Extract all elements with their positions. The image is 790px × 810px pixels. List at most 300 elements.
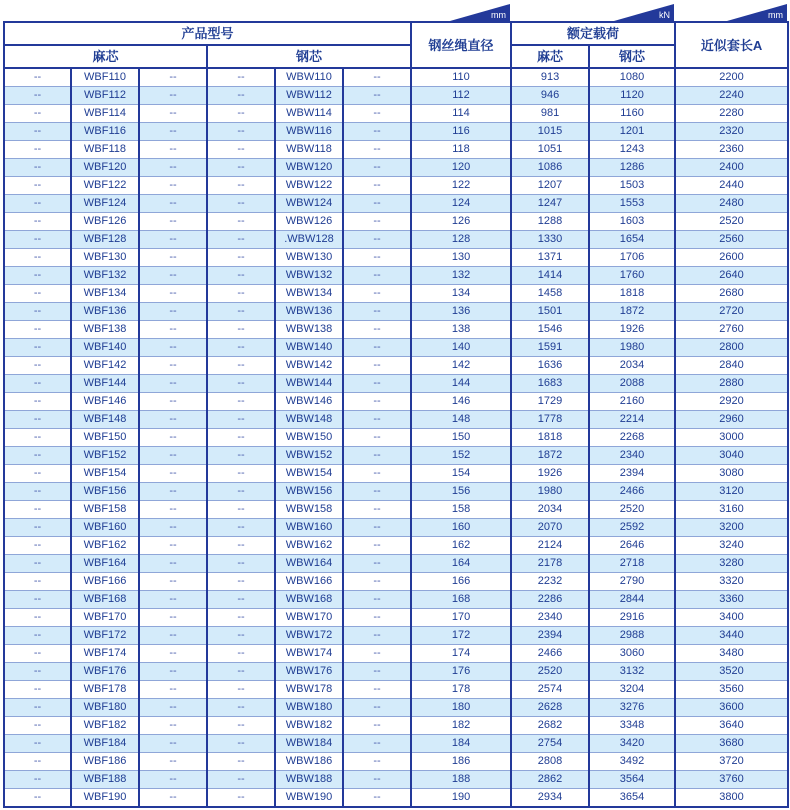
table-row: [4, 735, 788, 753]
rated-load-fiber-cell: 1288: [511, 213, 589, 231]
rope-diameter-cell: 188: [411, 771, 511, 789]
fiber-core-model-cell: WBF162: [71, 537, 139, 555]
fiber-core-col3-cell: --: [139, 231, 207, 249]
rated-load-fiber-cell: 2178: [511, 555, 589, 573]
rope-diameter-cell: 180: [411, 699, 511, 717]
rope-diameter-cell: 158: [411, 501, 511, 519]
steel-core-model-cell: WBW152: [275, 447, 343, 465]
table-row: [4, 501, 788, 519]
steel-core-model-cell: WBW174: [275, 645, 343, 663]
steel-core-col3-cell: --: [343, 753, 411, 771]
approx-length-cell: 3080: [675, 465, 788, 483]
steel-core-model-cell: WBW144: [275, 375, 343, 393]
steel-core-model-cell: WBW190: [275, 789, 343, 808]
rated-load-steel-cell: 1872: [589, 303, 675, 321]
rope-diameter-cell: 144: [411, 375, 511, 393]
table-row: [4, 393, 788, 411]
approx-length-cell: 3320: [675, 573, 788, 591]
steel-core-model-cell: WBW166: [275, 573, 343, 591]
steel-core-col3-cell: --: [343, 555, 411, 573]
steel-core-model-cell: WBW154: [275, 465, 343, 483]
fiber-core-col3-cell: --: [139, 753, 207, 771]
fiber-core-col3-cell: --: [139, 609, 207, 627]
fiber-core-col1-cell: --: [4, 393, 71, 411]
steel-core-col1-cell: --: [207, 717, 275, 735]
fiber-core-model-cell: WBF170: [71, 609, 139, 627]
rated-load-steel-cell: 2844: [589, 591, 675, 609]
steel-core-col3-cell: --: [343, 771, 411, 789]
fiber-core-model-cell: WBF184: [71, 735, 139, 753]
rated-load-fiber-cell: 1501: [511, 303, 589, 321]
steel-core-col1-cell: --: [207, 177, 275, 195]
header-approx-length: 近似套长A: [675, 22, 788, 68]
steel-core-col3-cell: --: [343, 303, 411, 321]
rope-diameter-cell: 166: [411, 573, 511, 591]
rated-load-steel-cell: 1654: [589, 231, 675, 249]
rated-load-steel-cell: 2790: [589, 573, 675, 591]
fiber-core-col3-cell: --: [139, 195, 207, 213]
steel-core-col3-cell: --: [343, 213, 411, 231]
steel-core-model-cell: WBW164: [275, 555, 343, 573]
table-row: [4, 303, 788, 321]
steel-core-model-cell: WBW162: [275, 537, 343, 555]
fiber-core-col3-cell: --: [139, 213, 207, 231]
fiber-core-col3-cell: --: [139, 681, 207, 699]
table-row: [4, 519, 788, 537]
fiber-core-col1-cell: --: [4, 321, 71, 339]
table-row: [4, 483, 788, 501]
approx-length-cell: 2960: [675, 411, 788, 429]
fiber-core-model-cell: WBF124: [71, 195, 139, 213]
approx-length-cell: 2880: [675, 375, 788, 393]
steel-core-model-cell: WBW120: [275, 159, 343, 177]
fiber-core-col1-cell: --: [4, 177, 71, 195]
fiber-core-model-cell: WBF120: [71, 159, 139, 177]
table-row: [4, 231, 788, 249]
fiber-core-col1-cell: --: [4, 285, 71, 303]
fiber-core-model-cell: WBF182: [71, 717, 139, 735]
steel-core-col1-cell: --: [207, 123, 275, 141]
rated-load-steel-cell: 3654: [589, 789, 675, 808]
fiber-core-col1-cell: --: [4, 771, 71, 789]
rated-load-fiber-cell: 2394: [511, 627, 589, 645]
approx-length-cell: 3640: [675, 717, 788, 735]
approx-length-cell: 3760: [675, 771, 788, 789]
fiber-core-model-cell: WBF180: [71, 699, 139, 717]
steel-core-col3-cell: --: [343, 429, 411, 447]
rated-load-steel-cell: 1706: [589, 249, 675, 267]
table-row: [4, 267, 788, 285]
fiber-core-model-cell: WBF132: [71, 267, 139, 285]
rated-load-steel-cell: 2466: [589, 483, 675, 501]
rated-load-fiber-cell: 1729: [511, 393, 589, 411]
steel-core-col3-cell: --: [343, 447, 411, 465]
table-row: [4, 249, 788, 267]
steel-core-col1-cell: --: [207, 141, 275, 159]
steel-core-model-cell: WBW130: [275, 249, 343, 267]
fiber-core-col3-cell: --: [139, 573, 207, 591]
steel-core-col3-cell: --: [343, 519, 411, 537]
table-row: [4, 465, 788, 483]
rope-diameter-cell: 120: [411, 159, 511, 177]
steel-core-model-cell: WBW118: [275, 141, 343, 159]
fiber-core-model-cell: WBF188: [71, 771, 139, 789]
steel-core-col1-cell: --: [207, 159, 275, 177]
rated-load-steel-cell: 2214: [589, 411, 675, 429]
steel-core-model-cell: WBW150: [275, 429, 343, 447]
rated-load-steel-cell: 2268: [589, 429, 675, 447]
steel-core-col3-cell: --: [343, 483, 411, 501]
fiber-core-model-cell: WBF186: [71, 753, 139, 771]
unit-label: kN: [659, 10, 670, 20]
table-row: [4, 159, 788, 177]
approx-length-cell: 2440: [675, 177, 788, 195]
approx-length-cell: 3040: [675, 447, 788, 465]
fiber-core-col1-cell: --: [4, 555, 71, 573]
fiber-core-col1-cell: --: [4, 123, 71, 141]
steel-core-col3-cell: --: [343, 717, 411, 735]
rope-diameter-cell: 186: [411, 753, 511, 771]
steel-core-col1-cell: --: [207, 231, 275, 249]
fiber-core-model-cell: WBF130: [71, 249, 139, 267]
approx-length-cell: 2520: [675, 213, 788, 231]
approx-length-cell: 2760: [675, 321, 788, 339]
rated-load-steel-cell: 3204: [589, 681, 675, 699]
steel-core-model-cell: WBW170: [275, 609, 343, 627]
rope-diameter-cell: 130: [411, 249, 511, 267]
steel-core-model-cell: WBW122: [275, 177, 343, 195]
steel-core-col3-cell: --: [343, 789, 411, 808]
fiber-core-col3-cell: --: [139, 537, 207, 555]
fiber-core-col1-cell: --: [4, 68, 71, 87]
rated-load-steel-cell: 2034: [589, 357, 675, 375]
rated-load-steel-cell: 1760: [589, 267, 675, 285]
table-row: [4, 357, 788, 375]
fiber-core-col3-cell: --: [139, 591, 207, 609]
rated-load-fiber-cell: 2862: [511, 771, 589, 789]
steel-core-model-cell: WBW116: [275, 123, 343, 141]
rope-diameter-cell: 170: [411, 609, 511, 627]
approx-length-cell: 3680: [675, 735, 788, 753]
steel-core-model-cell: WBW142: [275, 357, 343, 375]
rope-diameter-cell: 112: [411, 87, 511, 105]
approx-length-cell: 3360: [675, 591, 788, 609]
steel-core-col1-cell: --: [207, 591, 275, 609]
fiber-core-col1-cell: --: [4, 195, 71, 213]
steel-core-col1-cell: --: [207, 537, 275, 555]
table-row: [4, 645, 788, 663]
rated-load-fiber-cell: 1051: [511, 141, 589, 159]
rope-diameter-cell: 164: [411, 555, 511, 573]
fiber-core-col3-cell: --: [139, 285, 207, 303]
steel-core-col3-cell: --: [343, 609, 411, 627]
steel-core-col1-cell: --: [207, 195, 275, 213]
table-body: [4, 68, 788, 807]
fiber-core-col3-cell: --: [139, 159, 207, 177]
approx-length-cell: 2480: [675, 195, 788, 213]
fiber-core-col3-cell: --: [139, 699, 207, 717]
fiber-core-col1-cell: --: [4, 609, 71, 627]
steel-core-col3-cell: --: [343, 105, 411, 123]
steel-core-col1-cell: --: [207, 789, 275, 808]
table-row: [4, 627, 788, 645]
steel-core-col3-cell: --: [343, 501, 411, 519]
steel-core-model-cell: WBW160: [275, 519, 343, 537]
table-row: [4, 753, 788, 771]
fiber-core-model-cell: WBF160: [71, 519, 139, 537]
rope-diameter-cell: 154: [411, 465, 511, 483]
fiber-core-col1-cell: --: [4, 375, 71, 393]
fiber-core-col3-cell: --: [139, 357, 207, 375]
rated-load-fiber-cell: 2070: [511, 519, 589, 537]
fiber-core-col3-cell: --: [139, 375, 207, 393]
approx-length-cell: 2200: [675, 68, 788, 87]
fiber-core-col1-cell: --: [4, 663, 71, 681]
header-product-model: 产品型号: [4, 22, 411, 45]
steel-core-col3-cell: --: [343, 339, 411, 357]
table-row: [4, 717, 788, 735]
unit-label: mm: [491, 10, 506, 20]
approx-length-cell: 2360: [675, 141, 788, 159]
rated-load-steel-cell: 1286: [589, 159, 675, 177]
steel-core-model-cell: WBW126: [275, 213, 343, 231]
rope-diameter-cell: 134: [411, 285, 511, 303]
table-row: [4, 609, 788, 627]
rated-load-fiber-cell: 2286: [511, 591, 589, 609]
rated-load-fiber-cell: 2232: [511, 573, 589, 591]
steel-core-model-cell: WBW168: [275, 591, 343, 609]
rated-load-fiber-cell: 1371: [511, 249, 589, 267]
steel-core-col1-cell: --: [207, 105, 275, 123]
steel-core-col3-cell: --: [343, 573, 411, 591]
steel-core-model-cell: WBW146: [275, 393, 343, 411]
rope-diameter-cell: 128: [411, 231, 511, 249]
approx-length-cell: 3440: [675, 627, 788, 645]
rated-load-steel-cell: 3492: [589, 753, 675, 771]
steel-core-col1-cell: --: [207, 483, 275, 501]
rated-load-steel-cell: 2718: [589, 555, 675, 573]
rated-load-fiber-cell: 2682: [511, 717, 589, 735]
steel-core-col3-cell: --: [343, 393, 411, 411]
approx-length-cell: 2400: [675, 159, 788, 177]
rated-load-steel-cell: 3564: [589, 771, 675, 789]
table-row: [4, 123, 788, 141]
rated-load-fiber-cell: 2520: [511, 663, 589, 681]
steel-core-model-cell: WBW134: [275, 285, 343, 303]
fiber-core-model-cell: WBF122: [71, 177, 139, 195]
steel-core-col3-cell: --: [343, 591, 411, 609]
rated-load-steel-cell: 2646: [589, 537, 675, 555]
rated-load-steel-cell: 1603: [589, 213, 675, 231]
steel-core-model-cell: WBW178: [275, 681, 343, 699]
fiber-core-model-cell: WBF142: [71, 357, 139, 375]
fiber-core-col1-cell: --: [4, 483, 71, 501]
table-row: [4, 447, 788, 465]
steel-core-col3-cell: --: [343, 411, 411, 429]
rated-load-fiber-cell: 1458: [511, 285, 589, 303]
rated-load-steel-cell: 2394: [589, 465, 675, 483]
steel-core-col3-cell: --: [343, 195, 411, 213]
fiber-core-col3-cell: --: [139, 501, 207, 519]
approx-length-cell: 2600: [675, 249, 788, 267]
steel-core-col1-cell: --: [207, 303, 275, 321]
rated-load-fiber-cell: 1414: [511, 267, 589, 285]
table-row: [4, 321, 788, 339]
fiber-core-col3-cell: --: [139, 555, 207, 573]
table-row: [4, 573, 788, 591]
fiber-core-col3-cell: --: [139, 429, 207, 447]
steel-core-col1-cell: --: [207, 393, 275, 411]
steel-core-col1-cell: --: [207, 213, 275, 231]
rated-load-fiber-cell: 913: [511, 68, 589, 87]
steel-core-col3-cell: --: [343, 231, 411, 249]
steel-core-col1-cell: --: [207, 321, 275, 339]
fiber-core-col1-cell: --: [4, 537, 71, 555]
steel-core-model-cell: WBW188: [275, 771, 343, 789]
fiber-core-col3-cell: --: [139, 177, 207, 195]
rope-diameter-cell: 138: [411, 321, 511, 339]
rope-diameter-cell: 132: [411, 267, 511, 285]
fiber-core-col3-cell: --: [139, 789, 207, 808]
rated-load-steel-cell: 2088: [589, 375, 675, 393]
fiber-core-col3-cell: --: [139, 105, 207, 123]
steel-core-col3-cell: --: [343, 735, 411, 753]
rated-load-fiber-cell: 1207: [511, 177, 589, 195]
fiber-core-col1-cell: --: [4, 573, 71, 591]
table-row: [4, 68, 788, 87]
approx-length-cell: 3560: [675, 681, 788, 699]
rated-load-fiber-cell: 1778: [511, 411, 589, 429]
steel-core-col1-cell: --: [207, 249, 275, 267]
approx-length-cell: 2240: [675, 87, 788, 105]
rated-load-steel-cell: 3132: [589, 663, 675, 681]
table-row: [4, 789, 788, 808]
steel-core-model-cell: WBW148: [275, 411, 343, 429]
header-load-steel-core: 钢芯: [589, 45, 675, 68]
fiber-core-col3-cell: --: [139, 717, 207, 735]
steel-core-col1-cell: --: [207, 555, 275, 573]
steel-core-model-cell: WBW172: [275, 627, 343, 645]
fiber-core-model-cell: WBF190: [71, 789, 139, 808]
steel-core-model-cell: WBW112: [275, 87, 343, 105]
approx-length-cell: 3600: [675, 699, 788, 717]
rated-load-steel-cell: 1503: [589, 177, 675, 195]
table-row: [4, 285, 788, 303]
fiber-core-model-cell: WBF136: [71, 303, 139, 321]
fiber-core-col1-cell: --: [4, 501, 71, 519]
fiber-core-col1-cell: --: [4, 105, 71, 123]
steel-core-col1-cell: --: [207, 411, 275, 429]
rated-load-fiber-cell: 1980: [511, 483, 589, 501]
steel-core-col3-cell: --: [343, 159, 411, 177]
rated-load-steel-cell: 1553: [589, 195, 675, 213]
steel-core-col3-cell: --: [343, 141, 411, 159]
steel-core-model-cell: WBW180: [275, 699, 343, 717]
steel-core-model-cell: WBW158: [275, 501, 343, 519]
rope-diameter-cell: 156: [411, 483, 511, 501]
table-row: [4, 681, 788, 699]
rated-load-steel-cell: 1818: [589, 285, 675, 303]
rope-diameter-cell: 140: [411, 339, 511, 357]
rated-load-steel-cell: 1980: [589, 339, 675, 357]
steel-core-model-cell: WBW176: [275, 663, 343, 681]
fiber-core-model-cell: WBF166: [71, 573, 139, 591]
fiber-core-col3-cell: --: [139, 771, 207, 789]
rated-load-steel-cell: 1160: [589, 105, 675, 123]
approx-length-cell: 2840: [675, 357, 788, 375]
rope-diameter-cell: 182: [411, 717, 511, 735]
fiber-core-model-cell: WBF114: [71, 105, 139, 123]
fiber-core-model-cell: WBF140: [71, 339, 139, 357]
steel-core-col1-cell: --: [207, 771, 275, 789]
fiber-core-model-cell: WBF158: [71, 501, 139, 519]
steel-core-col3-cell: --: [343, 375, 411, 393]
unit-badge-diameter: [450, 4, 510, 21]
fiber-core-model-cell: WBF118: [71, 141, 139, 159]
fiber-core-col1-cell: --: [4, 303, 71, 321]
rated-load-fiber-cell: 1872: [511, 447, 589, 465]
rated-load-fiber-cell: 1330: [511, 231, 589, 249]
table-row: [4, 771, 788, 789]
steel-core-model-cell: WBW186: [275, 753, 343, 771]
fiber-core-col1-cell: --: [4, 231, 71, 249]
fiber-core-col1-cell: --: [4, 699, 71, 717]
fiber-core-model-cell: WBF156: [71, 483, 139, 501]
approx-length-cell: 2560: [675, 231, 788, 249]
table-row: [4, 591, 788, 609]
steel-core-col3-cell: --: [343, 87, 411, 105]
rope-diameter-cell: 126: [411, 213, 511, 231]
header-rated-load: 额定载荷: [511, 22, 675, 45]
rated-load-fiber-cell: 2628: [511, 699, 589, 717]
rated-load-fiber-cell: 1683: [511, 375, 589, 393]
approx-length-cell: 2920: [675, 393, 788, 411]
fiber-core-col3-cell: --: [139, 123, 207, 141]
fiber-core-col1-cell: --: [4, 591, 71, 609]
rated-load-steel-cell: 1926: [589, 321, 675, 339]
rated-load-steel-cell: 2592: [589, 519, 675, 537]
fiber-core-model-cell: WBF112: [71, 87, 139, 105]
steel-core-model-cell: WBW184: [275, 735, 343, 753]
fiber-core-col3-cell: --: [139, 411, 207, 429]
fiber-core-model-cell: WBF126: [71, 213, 139, 231]
steel-core-col1-cell: --: [207, 501, 275, 519]
approx-length-cell: 2640: [675, 267, 788, 285]
steel-core-model-cell: .WBW128: [275, 231, 343, 249]
fiber-core-model-cell: WBF150: [71, 429, 139, 447]
rated-load-fiber-cell: 1591: [511, 339, 589, 357]
fiber-core-col1-cell: --: [4, 339, 71, 357]
unit-badge-load: [614, 4, 674, 21]
approx-length-cell: 3800: [675, 789, 788, 808]
rope-diameter-cell: 116: [411, 123, 511, 141]
table-row: [4, 555, 788, 573]
steel-core-col1-cell: --: [207, 375, 275, 393]
fiber-core-model-cell: WBF148: [71, 411, 139, 429]
rated-load-fiber-cell: 1926: [511, 465, 589, 483]
fiber-core-col1-cell: --: [4, 87, 71, 105]
fiber-core-col3-cell: --: [139, 303, 207, 321]
steel-core-col1-cell: --: [207, 267, 275, 285]
fiber-core-col1-cell: --: [4, 357, 71, 375]
unit-badge-length: [727, 4, 787, 21]
rope-diameter-cell: 122: [411, 177, 511, 195]
steel-core-col1-cell: --: [207, 753, 275, 771]
approx-length-cell: 3720: [675, 753, 788, 771]
rated-load-steel-cell: 1080: [589, 68, 675, 87]
table-row: [4, 195, 788, 213]
steel-core-col3-cell: --: [343, 177, 411, 195]
